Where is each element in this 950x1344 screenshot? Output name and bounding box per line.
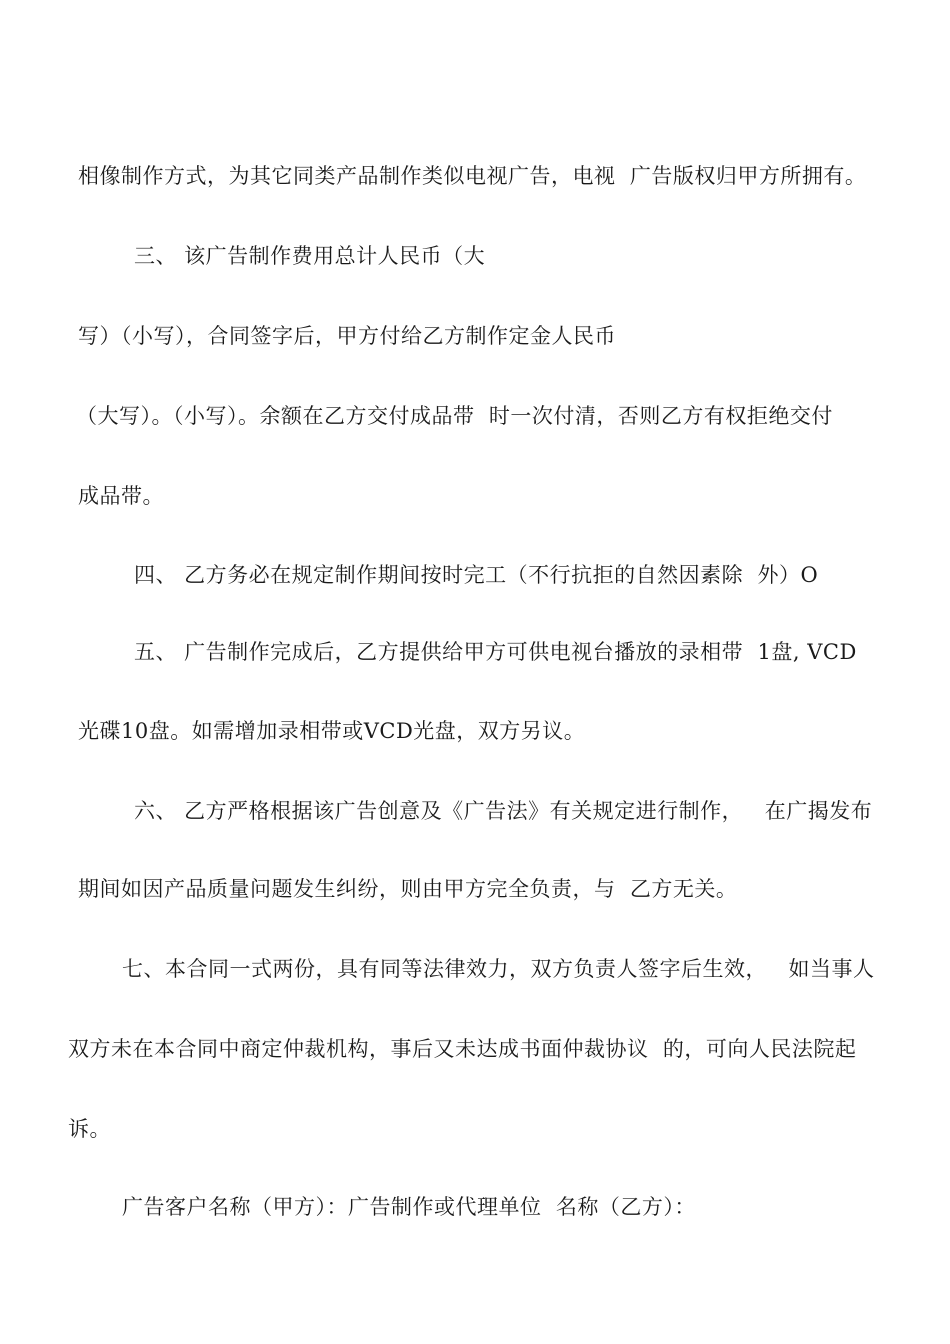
text-line-11: 七、本合同一式两份，具有同等法律效力，双方负责人签字后生效， 如当事人 (122, 957, 875, 981)
text-line-8: 光碟10盘。如需增加录相带或VCD光盘，双方另议。 (78, 719, 586, 743)
text-line-1: 相像制作方式，为其它同类产品制作类似电视广告，电视 广告版权归甲方所拥有。 (78, 164, 867, 188)
text-line-9: 六、 乙方严格根据该广告创意及《广告法》有关规定进行制作， 在广揭发布 (134, 799, 873, 823)
text-line-7: 五、 广告制作完成后，乙方提供给甲方可供电视台播放的录相带 1盘, VCD (134, 640, 857, 664)
text-line-13: 诉。 (68, 1117, 111, 1141)
text-line-4: （大写）。（小写）。余额在乙方交付成品带 时一次付清，否则乙方有权拒绝交付 (76, 404, 833, 428)
text-line-2: 三、 该广告制作费用总计人民币（大 (134, 244, 486, 268)
text-line-14: 广告客户名称（甲方）：广告制作或代理单位 名称（乙方）： (122, 1195, 696, 1219)
text-line-12: 双方未在本合同中商定仲裁机构，事后又未达成书面仲裁协议 的，可向人民法院起 (68, 1037, 857, 1061)
text-line-3: 写）（小写），合同签字后，甲方付给乙方制作定金人民币 (78, 324, 616, 348)
text-line-10: 期间如因产品质量问题发生纠纷，则由甲方完全负责，与 乙方无关。 (78, 877, 738, 901)
text-line-5: 成品带。 (78, 484, 164, 508)
text-line-6: 四、 乙方务必在规定制作期间按时完工（不行抗拒的自然因素除 外）O (134, 563, 819, 587)
